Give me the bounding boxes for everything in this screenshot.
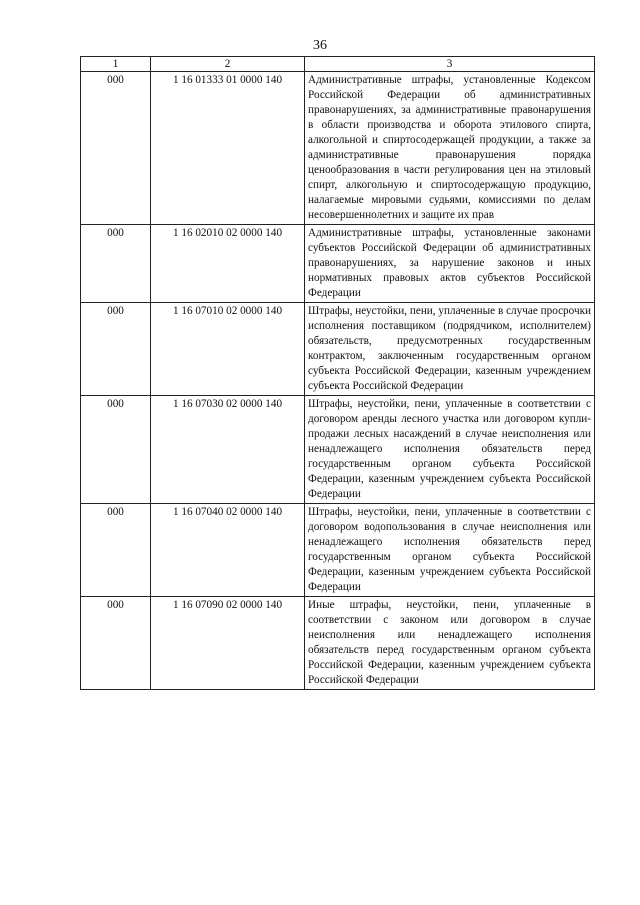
administrator-code-cell: 000 (81, 72, 151, 225)
table-row (81, 504, 595, 597)
table-row (81, 225, 595, 303)
column-header-2: 2 (151, 57, 305, 72)
budget-code-cell: 1 16 07040 02 0000 140 (151, 504, 305, 597)
table-row (81, 303, 595, 396)
administrator-code-cell: 000 (81, 396, 151, 504)
administrator-code-cell: 000 (81, 225, 151, 303)
description-cell: Административные штрафы, установленные законами субъектов Российской Федерации об административных правонарушениях, за нарушение законов и иных нормативных правовых актов субъектов Российской Федерации (305, 225, 595, 303)
description-cell: Штрафы, неустойки, пени, уплаченные в случае просрочки исполнения поставщиком (подрядчиком, исполнителем) обязательств, предусмотренных государственным контрактом, заключенным государственным органом субъекта Российской Федерации, казенным учреждением субъекта Российской Федерации (305, 303, 595, 396)
budget-code-cell: 1 16 01333 01 0000 140 (151, 72, 305, 225)
column-header-3: 3 (305, 57, 595, 72)
description-cell: Штрафы, неустойки, пени, уплаченные в соответствии с договором водопользования в случае неисполнения или ненадлежащего исполнения обязательств перед государственным органом субъекта Российской Федерации, казенным учреждением субъекта Российской Федерации (305, 504, 595, 597)
table-header-row (81, 57, 595, 72)
budget-code-cell: 1 16 07090 02 0000 140 (151, 597, 305, 690)
administrator-code-cell: 000 (81, 303, 151, 396)
description-cell: Штрафы, неустойки, пени, уплаченные в соответствии с договором аренды лесного участка или договором купли-продажи лесных насаждений в случае неисполнения или ненадлежащего исполнения обязательств перед государственным органом субъекта Российской Федерации, казенным учреждением субъекта Российской Федерации (305, 396, 595, 504)
table-row (81, 597, 595, 690)
administrator-code-cell: 000 (81, 504, 151, 597)
budget-classification-table (80, 56, 595, 690)
budget-code-cell: 1 16 07010 02 0000 140 (151, 303, 305, 396)
administrator-code-cell: 000 (81, 597, 151, 690)
table-row (81, 72, 595, 225)
table-row (81, 396, 595, 504)
description-cell: Иные штрафы, неустойки, пени, уплаченные в соответствии с законом или договором в случае неисполнения или ненадлежащего исполнения обязательств перед государственным органом субъекта Российской Федерации, казенным учреждением субъекта Российской Федерации (305, 597, 595, 690)
page-number: 36 (313, 38, 327, 53)
description-cell: Административные штрафы, установленные Кодексом Российской Федерации об административных правонарушениях, за административные правонарушения в области производства и оборота этилового спирта, алкогольной и спиртосодержащей продукции, а также за административные правонарушения порядка ценообразования в части регулирования цен на этиловый спирт, алкогольную и спиртосодержащую продукцию, налагаемые мировыми судьями, комиссиями по делам несовершеннолетних и защите их прав (305, 72, 595, 225)
budget-code-cell: 1 16 07030 02 0000 140 (151, 396, 305, 504)
column-header-1: 1 (81, 57, 151, 72)
budget-code-cell: 1 16 02010 02 0000 140 (151, 225, 305, 303)
